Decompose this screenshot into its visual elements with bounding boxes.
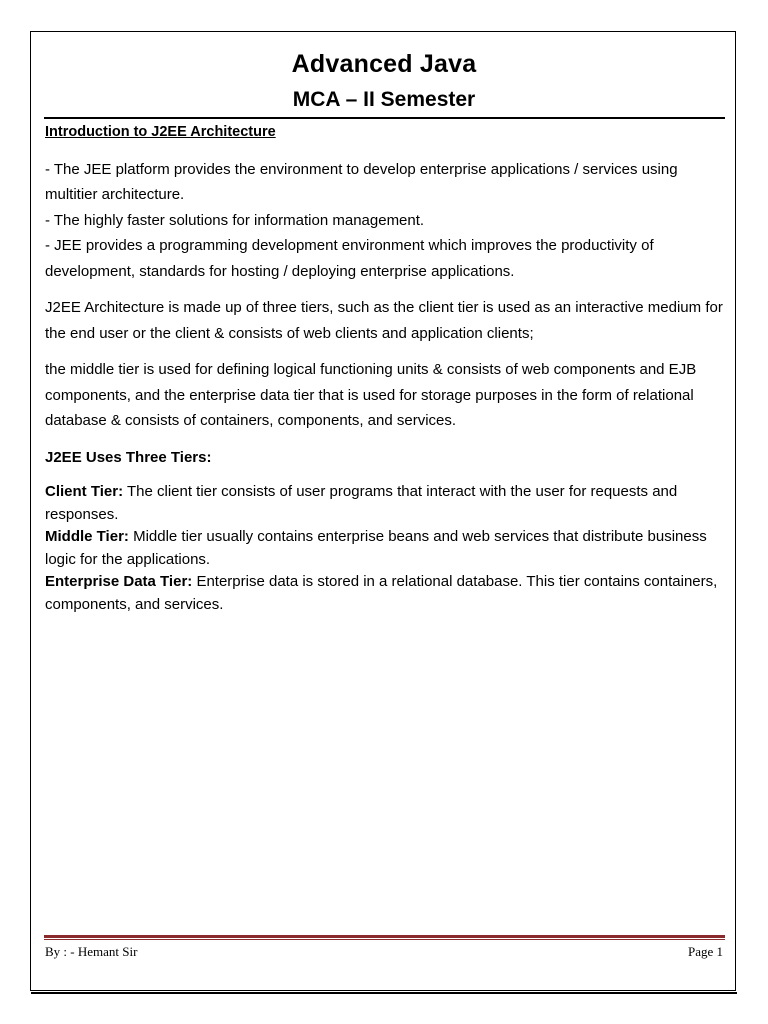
tier-client — [45, 481, 725, 526]
tier-enterprise-data — [45, 571, 725, 616]
paragraph-middle-tier: the middle tier is used for defining logical functioning units & consists of web components and EJB components, and the enterprise data tier that is used for storage purposes in the form of relational database & consists of containers, components, and services. — [45, 361, 697, 429]
tier-text: Middle tier usually contains enterprise beans and web services that distribute business logic for the applications. — [45, 528, 707, 568]
document-subtitle: MCA – II Semester — [292, 88, 476, 111]
section-heading: Introduction to J2EE Architecture — [45, 124, 276, 140]
tier-label: Enterprise Data Tier: — [45, 573, 193, 590]
page-border-shadow — [31, 992, 737, 994]
bullet-item: - The JEE platform provides the environment to develop enterprise applications / services using multitier architecture. — [45, 160, 678, 203]
tier-text: Enterprise data is stored in a relational database. This tier contains containers, components, and services. — [45, 573, 718, 613]
tiers-heading: J2EE Uses Three Tiers: — [45, 448, 212, 466]
paragraph-architecture: J2EE Architecture is made up of three tiers, such as the client tier is used as an interactive medium for the end user or the client & consists of web clients and application clients; — [45, 299, 723, 342]
footer-divider-thin — [44, 939, 725, 940]
tier-text: The client tier consists of user programs that interact with the user for requests and responses. — [45, 483, 678, 523]
tier-label: Client Tier: — [45, 483, 124, 500]
bullet-item: - JEE provides a programming development environment which improves the productivity of development, standards for hosting / deploying enterprise applications. — [45, 237, 654, 280]
bullet-item: - The highly faster solutions for information management. — [45, 211, 425, 229]
footer-author: By : - Hemant Sir — [45, 944, 138, 959]
footer-divider-thick — [44, 935, 725, 938]
document-title: Advanced Java — [291, 50, 477, 78]
header-divider — [44, 117, 725, 119]
document-body — [45, 120, 725, 616]
footer-page-number: Page 1 — [687, 944, 723, 959]
bullet-list — [45, 157, 725, 285]
tier-label: Middle Tier: — [45, 528, 129, 545]
tier-middle — [45, 526, 725, 571]
